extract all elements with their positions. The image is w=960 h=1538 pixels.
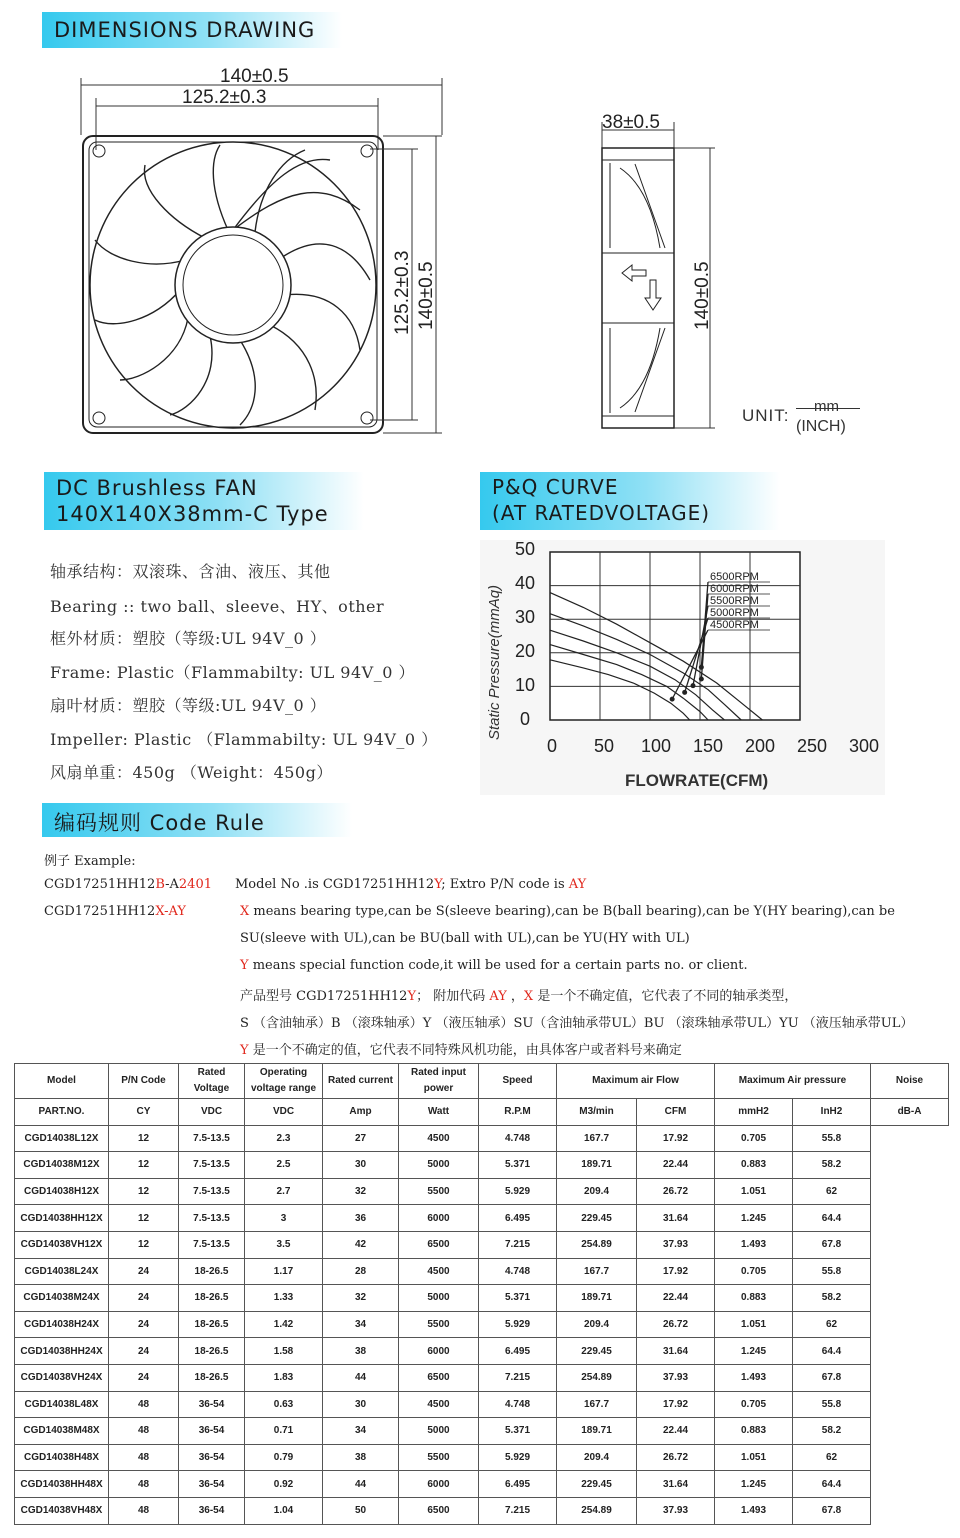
x-red: X bbox=[240, 904, 250, 919]
value-cell: 1.245 bbox=[715, 1471, 793, 1498]
pq-curve-banner bbox=[480, 472, 780, 530]
spec-impeller-cn: 扇叶材质：塑胶（等级:UL 94V_0 ） bbox=[50, 696, 327, 715]
value-cell: 4.748 bbox=[479, 1125, 557, 1152]
value-cell: 36-54 bbox=[179, 1391, 245, 1418]
table-row bbox=[15, 1418, 949, 1445]
table-row bbox=[15, 1311, 949, 1338]
y-text: means special function code,it will be used for a certain parts no. or client. bbox=[248, 958, 748, 973]
th-rated-current: Rated current bbox=[323, 1064, 399, 1099]
model-cell: CGD14038L24X bbox=[15, 1258, 109, 1285]
unit-cell: CFM bbox=[637, 1099, 715, 1126]
value-cell: 254.89 bbox=[557, 1364, 637, 1391]
curve-label-6500rpm: 6500RPM bbox=[710, 571, 759, 583]
y-tick-label: 50 bbox=[514, 540, 536, 559]
unit-cell: dB-A bbox=[871, 1099, 949, 1126]
cn1-d: 是一个不确定值，它代表了不同的轴承类型， bbox=[533, 989, 798, 1004]
value-cell: 2.7 bbox=[245, 1178, 323, 1205]
value-cell: 0.705 bbox=[715, 1125, 793, 1152]
model-cell: CGD14038VH12X bbox=[15, 1231, 109, 1258]
value-cell: 17.92 bbox=[637, 1125, 715, 1152]
th-model: Model bbox=[15, 1064, 109, 1099]
x-meaning-line2: SU(sleeve with UL),can be BU(ball with UL),can be YU(HY with UL) bbox=[240, 931, 690, 946]
value-cell: 5500 bbox=[399, 1178, 479, 1205]
value-cell: 62 bbox=[793, 1178, 871, 1205]
table-row bbox=[15, 1125, 949, 1152]
unit-cell: R.P.M bbox=[479, 1099, 557, 1126]
value-cell: 58.2 bbox=[793, 1285, 871, 1312]
x-tick-label: 150 bbox=[692, 736, 724, 756]
value-cell: 2.3 bbox=[245, 1125, 323, 1152]
value-cell: 2.5 bbox=[245, 1152, 323, 1179]
value-cell: 7.5-13.5 bbox=[179, 1231, 245, 1258]
value-cell: 22.44 bbox=[637, 1152, 715, 1179]
x-tick-label: 200 bbox=[744, 736, 776, 756]
value-cell: 31.64 bbox=[637, 1338, 715, 1365]
value-cell: 12 bbox=[109, 1231, 179, 1258]
value-cell: 1.493 bbox=[715, 1231, 793, 1258]
value-cell: 6500 bbox=[399, 1231, 479, 1258]
curve-pointer-head bbox=[682, 690, 687, 695]
value-cell: 5.371 bbox=[479, 1285, 557, 1312]
value-cell: 6000 bbox=[399, 1205, 479, 1232]
value-cell: 55.8 bbox=[793, 1391, 871, 1418]
pq-title-line2: (AT RATEDVOLTAGE) bbox=[492, 501, 711, 525]
ex1-desc-red2: AY bbox=[568, 877, 587, 892]
value-cell: 64.4 bbox=[793, 1338, 871, 1365]
y-tick-label: 40 bbox=[514, 573, 536, 593]
value-cell: 1.33 bbox=[245, 1285, 323, 1312]
value-cell: 1.245 bbox=[715, 1338, 793, 1365]
fan-title-line1: DC Brushless FAN bbox=[56, 476, 258, 500]
value-cell: 37.93 bbox=[637, 1497, 715, 1524]
value-cell: 31.64 bbox=[637, 1471, 715, 1498]
y-meaning-line bbox=[240, 958, 748, 973]
spec-impeller-en: Impeller: Plastic （Flammabilty: UL 94V_0 ） bbox=[50, 730, 438, 749]
dim-height-outer: 140±0.5 bbox=[416, 261, 437, 330]
value-cell: 4500 bbox=[399, 1125, 479, 1152]
value-cell: 3.5 bbox=[245, 1231, 323, 1258]
value-cell: 18-26.5 bbox=[179, 1338, 245, 1365]
value-cell: 7.215 bbox=[479, 1231, 557, 1258]
dimensions-banner bbox=[42, 12, 342, 48]
value-cell: 67.8 bbox=[793, 1231, 871, 1258]
value-cell: 5.929 bbox=[479, 1311, 557, 1338]
value-cell: 36-54 bbox=[179, 1471, 245, 1498]
x-text: means bearing type,can be S(sleeve bearing),can be B(ball bearing),can be Y(HY bearing),can be bbox=[249, 904, 895, 919]
unit-cell: Amp bbox=[323, 1099, 399, 1126]
value-cell: 1.83 bbox=[245, 1364, 323, 1391]
value-cell: 229.45 bbox=[557, 1338, 637, 1365]
value-cell: 5.929 bbox=[479, 1444, 557, 1471]
x-meaning-line1 bbox=[240, 904, 895, 919]
value-cell: 36 bbox=[323, 1205, 399, 1232]
cn-line1 bbox=[240, 985, 797, 1004]
unit-divider bbox=[796, 408, 860, 409]
value-cell: 24 bbox=[109, 1338, 179, 1365]
value-cell: 5.371 bbox=[479, 1152, 557, 1179]
cn-line2: S （含油轴承）B （滚珠轴承）Y （液压轴承）SU（含油轴承带UL）BU （滚珠轴承带UL）YU （液压轴承带UL） bbox=[240, 1016, 914, 1031]
spec-frame-en: Frame: Plastic（Flammabilty: UL 94V_0 ） bbox=[50, 663, 415, 682]
value-cell: 0.883 bbox=[715, 1285, 793, 1312]
value-cell: 36-54 bbox=[179, 1497, 245, 1524]
y-tick-label: 30 bbox=[514, 607, 536, 627]
model-cell: CGD14038HH48X bbox=[15, 1471, 109, 1498]
cn1-red3: X bbox=[523, 989, 534, 1004]
value-cell: 4500 bbox=[399, 1391, 479, 1418]
model-cell: CGD14038HH12X bbox=[15, 1205, 109, 1232]
value-cell: 64.4 bbox=[793, 1471, 871, 1498]
value-cell: 1.051 bbox=[715, 1178, 793, 1205]
curve-label-5000rpm: 5000RPM bbox=[710, 607, 759, 619]
ex1-red2: 2401 bbox=[178, 877, 212, 892]
value-cell: 4.748 bbox=[479, 1391, 557, 1418]
unit-cell: VDC bbox=[245, 1099, 323, 1126]
value-cell: 5500 bbox=[399, 1311, 479, 1338]
unit-inch: (INCH) bbox=[796, 418, 846, 435]
value-cell: 5.929 bbox=[479, 1178, 557, 1205]
table-row bbox=[15, 1471, 949, 1498]
dim-height-inner: 125.2±0.3 bbox=[392, 250, 413, 335]
value-cell: 37.93 bbox=[637, 1364, 715, 1391]
example-2-code bbox=[44, 904, 186, 919]
table-row bbox=[15, 1231, 949, 1258]
model-cell: CGD14038H12X bbox=[15, 1178, 109, 1205]
cn-line3 bbox=[240, 1039, 682, 1058]
dim-side-height: 140±0.5 bbox=[692, 261, 713, 330]
value-cell: 26.72 bbox=[637, 1311, 715, 1338]
table-row bbox=[15, 1258, 949, 1285]
cn1-c: ， bbox=[506, 989, 524, 1004]
cn3-red: Y bbox=[240, 1043, 249, 1058]
value-cell: 64.4 bbox=[793, 1205, 871, 1232]
value-cell: 1.17 bbox=[245, 1258, 323, 1285]
table-header-row bbox=[15, 1064, 949, 1099]
value-cell: 37.93 bbox=[637, 1231, 715, 1258]
value-cell: 209.4 bbox=[557, 1444, 637, 1471]
pn-code-cell: CY bbox=[109, 1099, 179, 1126]
th-noise: Noise bbox=[871, 1064, 949, 1099]
value-cell: 7.5-13.5 bbox=[179, 1178, 245, 1205]
ex1-desc-red1: Y bbox=[434, 877, 442, 892]
value-cell: 18-26.5 bbox=[179, 1285, 245, 1312]
value-cell: 7.5-13.5 bbox=[179, 1152, 245, 1179]
example-label: 例子 Example: bbox=[44, 854, 136, 869]
value-cell: 4500 bbox=[399, 1258, 479, 1285]
value-cell: 5500 bbox=[399, 1444, 479, 1471]
model-cell: CGD14038L12X bbox=[15, 1125, 109, 1152]
curve-label-5500rpm: 5500RPM bbox=[710, 595, 759, 607]
value-cell: 5000 bbox=[399, 1418, 479, 1445]
value-cell: 32 bbox=[323, 1178, 399, 1205]
value-cell: 32 bbox=[323, 1285, 399, 1312]
value-cell: 6.495 bbox=[479, 1338, 557, 1365]
value-cell: 1.42 bbox=[245, 1311, 323, 1338]
value-cell: 38 bbox=[323, 1444, 399, 1471]
value-cell: 27 bbox=[323, 1125, 399, 1152]
model-cell: CGD14038H48X bbox=[15, 1444, 109, 1471]
x-tick-label: 50 bbox=[593, 736, 615, 756]
value-cell: 18-26.5 bbox=[179, 1258, 245, 1285]
unit-part-no: PART.NO. bbox=[15, 1099, 109, 1126]
ex2-part1: CGD17251HH12 bbox=[44, 904, 156, 919]
code-rule-title: 编码规则 Code Rule bbox=[54, 811, 265, 835]
value-cell: 58.2 bbox=[793, 1418, 871, 1445]
value-cell: 189.71 bbox=[557, 1152, 637, 1179]
table-row bbox=[15, 1338, 949, 1365]
value-cell: 4.748 bbox=[479, 1258, 557, 1285]
value-cell: 36-54 bbox=[179, 1444, 245, 1471]
value-cell: 1.051 bbox=[715, 1444, 793, 1471]
value-cell: 0.705 bbox=[715, 1258, 793, 1285]
fan-side-view-drawing bbox=[590, 108, 790, 438]
value-cell: 12 bbox=[109, 1125, 179, 1152]
value-cell: 55.8 bbox=[793, 1125, 871, 1152]
value-cell: 42 bbox=[323, 1231, 399, 1258]
value-cell: 22.44 bbox=[637, 1285, 715, 1312]
value-cell: 30 bbox=[323, 1391, 399, 1418]
unit-cell: VDC bbox=[179, 1099, 245, 1126]
chart-y-label: Static Pressure(mmAq) bbox=[486, 584, 503, 740]
value-cell: 7.215 bbox=[479, 1497, 557, 1524]
unit-cell: M3/min bbox=[557, 1099, 637, 1126]
value-cell: 229.45 bbox=[557, 1205, 637, 1232]
spec-frame-cn: 框外材质：塑胶（等级:UL 94V_0 ） bbox=[50, 629, 327, 648]
value-cell: 62 bbox=[793, 1311, 871, 1338]
value-cell: 24 bbox=[109, 1364, 179, 1391]
value-cell: 24 bbox=[109, 1311, 179, 1338]
fan-title-line2: 140X140X38mm-C Type bbox=[56, 502, 329, 526]
value-cell: 6500 bbox=[399, 1364, 479, 1391]
value-cell: 28 bbox=[323, 1258, 399, 1285]
value-cell: 22.44 bbox=[637, 1418, 715, 1445]
table-unit-row bbox=[15, 1099, 949, 1126]
dim-depth: 38±0.5 bbox=[602, 112, 660, 133]
value-cell: 254.89 bbox=[557, 1231, 637, 1258]
unit-mm: mm bbox=[814, 398, 839, 415]
value-cell: 31.64 bbox=[637, 1205, 715, 1232]
value-cell: 30 bbox=[323, 1152, 399, 1179]
value-cell: 24 bbox=[109, 1285, 179, 1312]
unit-cell: Watt bbox=[399, 1099, 479, 1126]
spec-bearing-en: Bearing :: two ball、sleeve、HY、other bbox=[50, 597, 385, 616]
value-cell: 167.7 bbox=[557, 1125, 637, 1152]
pq-title-line1: P&Q CURVE bbox=[492, 475, 619, 499]
chart-x-label: FLOWRATE(CFM) bbox=[625, 771, 769, 790]
value-cell: 17.92 bbox=[637, 1258, 715, 1285]
x-tick-label: 100 bbox=[640, 736, 672, 756]
y-tick-label: 10 bbox=[514, 675, 536, 695]
unit-label: UNIT: bbox=[742, 406, 790, 425]
model-cell: CGD14038M24X bbox=[15, 1285, 109, 1312]
spec-weight: 风扇单重：450g （Weight：450g） bbox=[50, 763, 333, 782]
value-cell: 189.71 bbox=[557, 1418, 637, 1445]
value-cell: 7.215 bbox=[479, 1364, 557, 1391]
unit-cell: InH2 bbox=[793, 1099, 871, 1126]
th-rated-voltage: Rated Voltage bbox=[179, 1064, 245, 1099]
value-cell: 26.72 bbox=[637, 1178, 715, 1205]
value-cell: 48 bbox=[109, 1497, 179, 1524]
dimensions-title: DIMENSIONS DRAWING bbox=[54, 18, 316, 42]
curve-pointer-head bbox=[670, 697, 675, 702]
y-tick-label: 0 bbox=[519, 709, 531, 729]
table-row bbox=[15, 1444, 949, 1471]
value-cell: 55.8 bbox=[793, 1258, 871, 1285]
value-cell: 209.4 bbox=[557, 1311, 637, 1338]
table-row bbox=[15, 1205, 949, 1232]
value-cell: 44 bbox=[323, 1471, 399, 1498]
ex1-red1: B bbox=[155, 877, 166, 892]
example-1-code bbox=[44, 877, 212, 892]
value-cell: 1.051 bbox=[715, 1311, 793, 1338]
value-cell: 18-26.5 bbox=[179, 1364, 245, 1391]
model-cell: CGD14038HH24X bbox=[15, 1338, 109, 1365]
value-cell: 18-26.5 bbox=[179, 1311, 245, 1338]
value-cell: 48 bbox=[109, 1391, 179, 1418]
value-cell: 7.5-13.5 bbox=[179, 1125, 245, 1152]
value-cell: 36-54 bbox=[179, 1418, 245, 1445]
table-row bbox=[15, 1152, 949, 1179]
table-row bbox=[15, 1285, 949, 1312]
value-cell: 7.5-13.5 bbox=[179, 1205, 245, 1232]
cn3-text: 是一个不确定的值，它代表不同特殊风机功能，由具体客户或者料号来确定 bbox=[248, 1043, 682, 1058]
model-cell: CGD14038VH24X bbox=[15, 1364, 109, 1391]
value-cell: 6.495 bbox=[479, 1205, 557, 1232]
pq-curve-chart bbox=[480, 540, 885, 795]
curve-pointer-head bbox=[699, 665, 704, 670]
spec-bearing-cn: 轴承结构：双滚珠、含油、液压、其他 bbox=[50, 562, 331, 581]
value-cell: 50 bbox=[323, 1497, 399, 1524]
value-cell: 48 bbox=[109, 1444, 179, 1471]
th-max-pressure: Maximum Air pressure bbox=[715, 1064, 871, 1099]
value-cell: 48 bbox=[109, 1471, 179, 1498]
curve-pointer-head bbox=[699, 676, 704, 681]
x-tick-label: 250 bbox=[796, 736, 828, 756]
example-1-desc bbox=[235, 877, 586, 892]
table-row bbox=[15, 1364, 949, 1391]
value-cell: 1.58 bbox=[245, 1338, 323, 1365]
fan-type-banner bbox=[44, 472, 364, 530]
value-cell: 0.883 bbox=[715, 1418, 793, 1445]
y-red: Y bbox=[240, 958, 249, 973]
table-row bbox=[15, 1178, 949, 1205]
spec-table bbox=[14, 1063, 949, 1525]
value-cell: 254.89 bbox=[557, 1497, 637, 1524]
x-tick-label: 300 bbox=[848, 736, 880, 756]
th-max-air-flow: Maximum air Flow bbox=[557, 1064, 715, 1099]
model-cell: CGD14038L48X bbox=[15, 1391, 109, 1418]
value-cell: 34 bbox=[323, 1418, 399, 1445]
value-cell: 44 bbox=[323, 1364, 399, 1391]
cn1-a: 产品型号 CGD17251HH12 bbox=[240, 989, 408, 1004]
cn1-b: ； 附加代码 bbox=[416, 989, 490, 1004]
ex1-desc-a: Model No .is CGD17251HH12 bbox=[235, 877, 435, 892]
model-cell: CGD14038M12X bbox=[15, 1152, 109, 1179]
fan-front-view-drawing bbox=[70, 60, 470, 450]
value-cell: 62 bbox=[793, 1444, 871, 1471]
value-cell: 0.63 bbox=[245, 1391, 323, 1418]
value-cell: 0.79 bbox=[245, 1444, 323, 1471]
value-cell: 0.883 bbox=[715, 1152, 793, 1179]
code-rule-banner bbox=[42, 803, 352, 837]
value-cell: 26.72 bbox=[637, 1444, 715, 1471]
value-cell: 67.8 bbox=[793, 1364, 871, 1391]
value-cell: 1.493 bbox=[715, 1364, 793, 1391]
model-cell: CGD14038H24X bbox=[15, 1311, 109, 1338]
value-cell: 189.71 bbox=[557, 1285, 637, 1312]
th-operating: Operating voltage range bbox=[245, 1064, 323, 1099]
table-row bbox=[15, 1497, 949, 1524]
unit-cell: mmH2 bbox=[715, 1099, 793, 1126]
ex2-red: X-AY bbox=[155, 904, 186, 919]
value-cell: 48 bbox=[109, 1418, 179, 1445]
ex1-part1: CGD17251HH12 bbox=[44, 877, 156, 892]
value-cell: 12 bbox=[109, 1178, 179, 1205]
value-cell: 5000 bbox=[399, 1285, 479, 1312]
value-cell: 58.2 bbox=[793, 1152, 871, 1179]
value-cell: 167.7 bbox=[557, 1258, 637, 1285]
curve-label-6000rpm: 6000RPM bbox=[710, 583, 759, 595]
curve-pointer-head bbox=[691, 683, 696, 688]
value-cell: 67.8 bbox=[793, 1497, 871, 1524]
value-cell: 1.245 bbox=[715, 1205, 793, 1232]
value-cell: 229.45 bbox=[557, 1471, 637, 1498]
value-cell: 12 bbox=[109, 1205, 179, 1232]
value-cell: 38 bbox=[323, 1338, 399, 1365]
model-cell: CGD14038VH48X bbox=[15, 1497, 109, 1524]
value-cell: 17.92 bbox=[637, 1391, 715, 1418]
value-cell: 6000 bbox=[399, 1471, 479, 1498]
value-cell: 0.705 bbox=[715, 1391, 793, 1418]
value-cell: 0.71 bbox=[245, 1418, 323, 1445]
value-cell: 0.92 bbox=[245, 1471, 323, 1498]
value-cell: 24 bbox=[109, 1258, 179, 1285]
value-cell: 3 bbox=[245, 1205, 323, 1232]
th-pn-code: P/N Code bbox=[109, 1064, 179, 1099]
y-tick-label: 20 bbox=[514, 641, 536, 661]
th-rated-power: Rated input power bbox=[399, 1064, 479, 1099]
value-cell: 5000 bbox=[399, 1152, 479, 1179]
value-cell: 5.371 bbox=[479, 1418, 557, 1445]
value-cell: 6000 bbox=[399, 1338, 479, 1365]
value-cell: 1.493 bbox=[715, 1497, 793, 1524]
value-cell: 6500 bbox=[399, 1497, 479, 1524]
value-cell: 1.04 bbox=[245, 1497, 323, 1524]
value-cell: 167.7 bbox=[557, 1391, 637, 1418]
curve-label-4500rpm: 4500RPM bbox=[710, 619, 759, 631]
table-row bbox=[15, 1391, 949, 1418]
dim-width-outer: 140±0.5 bbox=[220, 66, 289, 87]
ex1-part2: -A bbox=[165, 877, 179, 892]
value-cell: 12 bbox=[109, 1152, 179, 1179]
cn1-red2: AY bbox=[489, 989, 507, 1004]
model-cell: CGD14038M48X bbox=[15, 1418, 109, 1445]
th-speed: Speed bbox=[479, 1064, 557, 1099]
value-cell: 6.495 bbox=[479, 1471, 557, 1498]
dim-width-inner: 125.2±0.3 bbox=[182, 87, 267, 108]
x-tick-label: 0 bbox=[546, 736, 558, 756]
cn1-red1: Y bbox=[407, 989, 417, 1004]
value-cell: 209.4 bbox=[557, 1178, 637, 1205]
ex1-desc-b: ; Extro P/N code is bbox=[441, 877, 569, 892]
value-cell: 34 bbox=[323, 1311, 399, 1338]
